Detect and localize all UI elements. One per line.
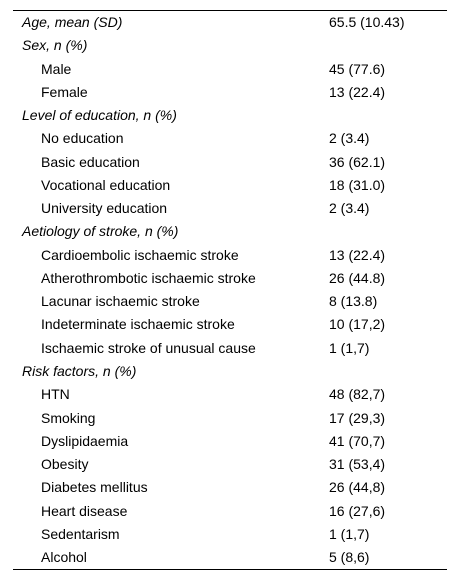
row-value: 26 (44,8): [329, 479, 386, 496]
table-row: [13, 407, 447, 430]
table-row: [13, 81, 447, 104]
row-value: 41 (70,7): [329, 432, 386, 449]
table-row: [13, 476, 447, 499]
row-label: Indeterminate ischaemic stroke: [41, 316, 235, 333]
table-row: [13, 244, 447, 267]
row-value: 1 (1,7): [329, 339, 370, 356]
row-label: Risk factors, n (%): [22, 362, 137, 379]
row-label: Lacunar ischaemic stroke: [41, 293, 200, 310]
row-value: 2 (3.4): [329, 200, 370, 217]
row-value: 26 (44.8): [329, 269, 386, 286]
table-row: [13, 174, 447, 197]
row-label: Basic education: [41, 153, 140, 170]
row-value: 1 (1,7): [329, 525, 370, 542]
row-value: 5 (8,6): [329, 549, 370, 566]
row-value: 13 (22.4): [329, 246, 386, 263]
row-label: Diabetes mellitus: [41, 479, 148, 496]
row-value: 8 (13.8): [329, 293, 378, 310]
table-row: [13, 383, 447, 406]
table-row: [13, 267, 447, 290]
table-row: [13, 290, 447, 313]
table-row: [13, 337, 447, 360]
row-label: No education: [41, 130, 124, 147]
table-row: [13, 430, 447, 453]
row-label: Sex, n (%): [22, 37, 88, 54]
row-value: 36 (62.1): [329, 153, 386, 170]
table-row: [13, 11, 447, 34]
row-label: Atherothrombotic ischaemic stroke: [41, 269, 256, 286]
table-row: [13, 453, 447, 476]
table-row: [13, 104, 447, 127]
row-value: 10 (17,2): [329, 316, 386, 333]
characteristics-table: [13, 10, 447, 570]
row-label: Sedentarism: [41, 525, 120, 542]
row-value: 31 (53,4): [329, 456, 386, 473]
row-label: Alcohol: [41, 549, 87, 566]
row-label: Heart disease: [41, 502, 128, 519]
row-value: 48 (82,7): [329, 386, 386, 403]
row-label: Obesity: [41, 456, 89, 473]
table-row: [13, 34, 447, 57]
table-row: [13, 127, 447, 150]
row-value: 13 (22.4): [329, 83, 386, 100]
table-row: [13, 220, 447, 243]
row-label: Smoking: [41, 409, 96, 426]
row-label: Dyslipidaemia: [41, 432, 129, 449]
row-value: 18 (31.0): [329, 176, 386, 193]
table-row: [13, 500, 447, 523]
row-label: Age, mean (SD): [22, 14, 123, 30]
table-row: [13, 197, 447, 220]
row-value: 16 (27,6): [329, 502, 386, 519]
row-label: Male: [41, 60, 72, 77]
row-label: Aetiology of stroke, n (%): [22, 223, 179, 240]
row-value: 65.5 (10.43): [329, 14, 405, 30]
row-label: Level of education, n (%): [22, 107, 177, 124]
table-row: [13, 58, 447, 81]
table-row: [13, 313, 447, 336]
row-label: Female: [41, 83, 88, 100]
row-label: HTN: [41, 386, 70, 403]
row-label: University education: [41, 200, 168, 217]
table-row: [13, 523, 447, 546]
table-row: [13, 151, 447, 174]
row-value: 17 (29,3): [329, 409, 386, 426]
row-label: Ischaemic stroke of unusual cause: [41, 339, 256, 356]
row-label: Vocational education: [41, 176, 171, 193]
row-label: Cardioembolic ischaemic stroke: [41, 246, 239, 263]
table-row: [13, 360, 447, 383]
table-row: [13, 546, 447, 569]
row-value: 45 (77.6): [329, 60, 386, 77]
row-value: 2 (3.4): [329, 130, 370, 147]
